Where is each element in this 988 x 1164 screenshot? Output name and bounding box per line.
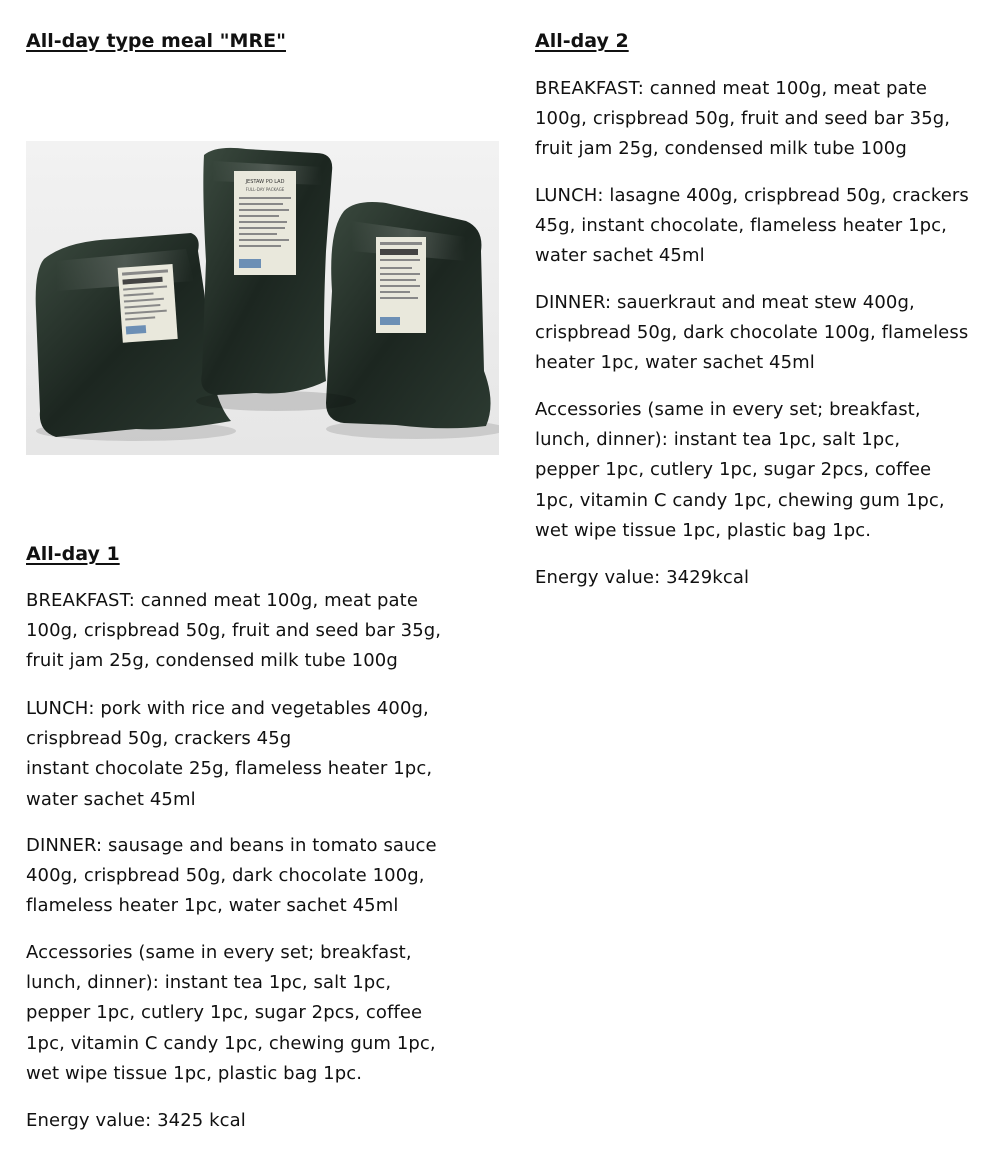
all-day-2-accessories: Accessories (same in every set; breakfast, lunch, dinner): instant tea 1pc, salt 1pc, pepper 1pc, cutlery 1pc, sugar 2pcs, coffee 1pc, vitamin C candy 1pc, chewing gum 1pc, wet wipe tissue 1pc, plastic bag 1pc. (535, 399, 945, 541)
all-day-1-energy: Energy value: 3425 kcal (26, 1110, 246, 1131)
all-day-2-dinner: DINNER: sauerkraut and meat stew 400g, crispbread 50g, dark chocolate 100g, flameless heater 1pc, water sachet 45ml (535, 292, 969, 374)
all-day-1-lunch: LUNCH: pork with rice and vegetables 400g, crispbread 50g, crackers 45g instant chocolate 25g, flameless heater 1pc, water sachet 45ml (26, 698, 433, 810)
mre-packages-photo (26, 141, 499, 455)
all-day-1-title: All-day 1 (26, 543, 120, 565)
all-day-1-dinner: DINNER: sausage and beans in tomato sauce 400g, crispbread 50g, dark chocolate 100g, flameless heater 1pc, water sachet 45ml (26, 835, 437, 917)
page-title: All-day type meal "MRE" (26, 30, 286, 52)
all-day-2-breakfast: BREAKFAST: canned meat 100g, meat pate 100g, crispbread 50g, fruit and seed bar 35g, fruit jam 25g, condensed milk tube 100g (535, 78, 951, 160)
all-day-2-title: All-day 2 (535, 30, 629, 52)
all-day-2-lunch: LUNCH: lasagne 400g, crispbread 50g, crackers 45g, instant chocolate, flameless heater 1pc, water sachet 45ml (535, 185, 969, 267)
mre-packages-illustration (26, 141, 499, 455)
package-label-subtitle: FULL-DAY PACKAGE (245, 187, 285, 192)
package-label-title: JESTAW PO LAD (245, 179, 285, 185)
all-day-1-breakfast: BREAKFAST: canned meat 100g, meat pate 100g, crispbread 50g, fruit and seed bar 35g, fruit jam 25g, condensed milk tube 100g (26, 590, 442, 672)
all-day-2-energy: Energy value: 3429kcal (535, 567, 750, 588)
all-day-1-accessories: Accessories (same in every set; breakfast, lunch, dinner): instant tea 1pc, salt 1pc, pepper 1pc, cutlery 1pc, sugar 2pcs, coffee 1pc, vitamin C candy 1pc, chewing gum 1pc, wet wipe tissue 1pc, plastic bag 1pc. (26, 942, 436, 1084)
